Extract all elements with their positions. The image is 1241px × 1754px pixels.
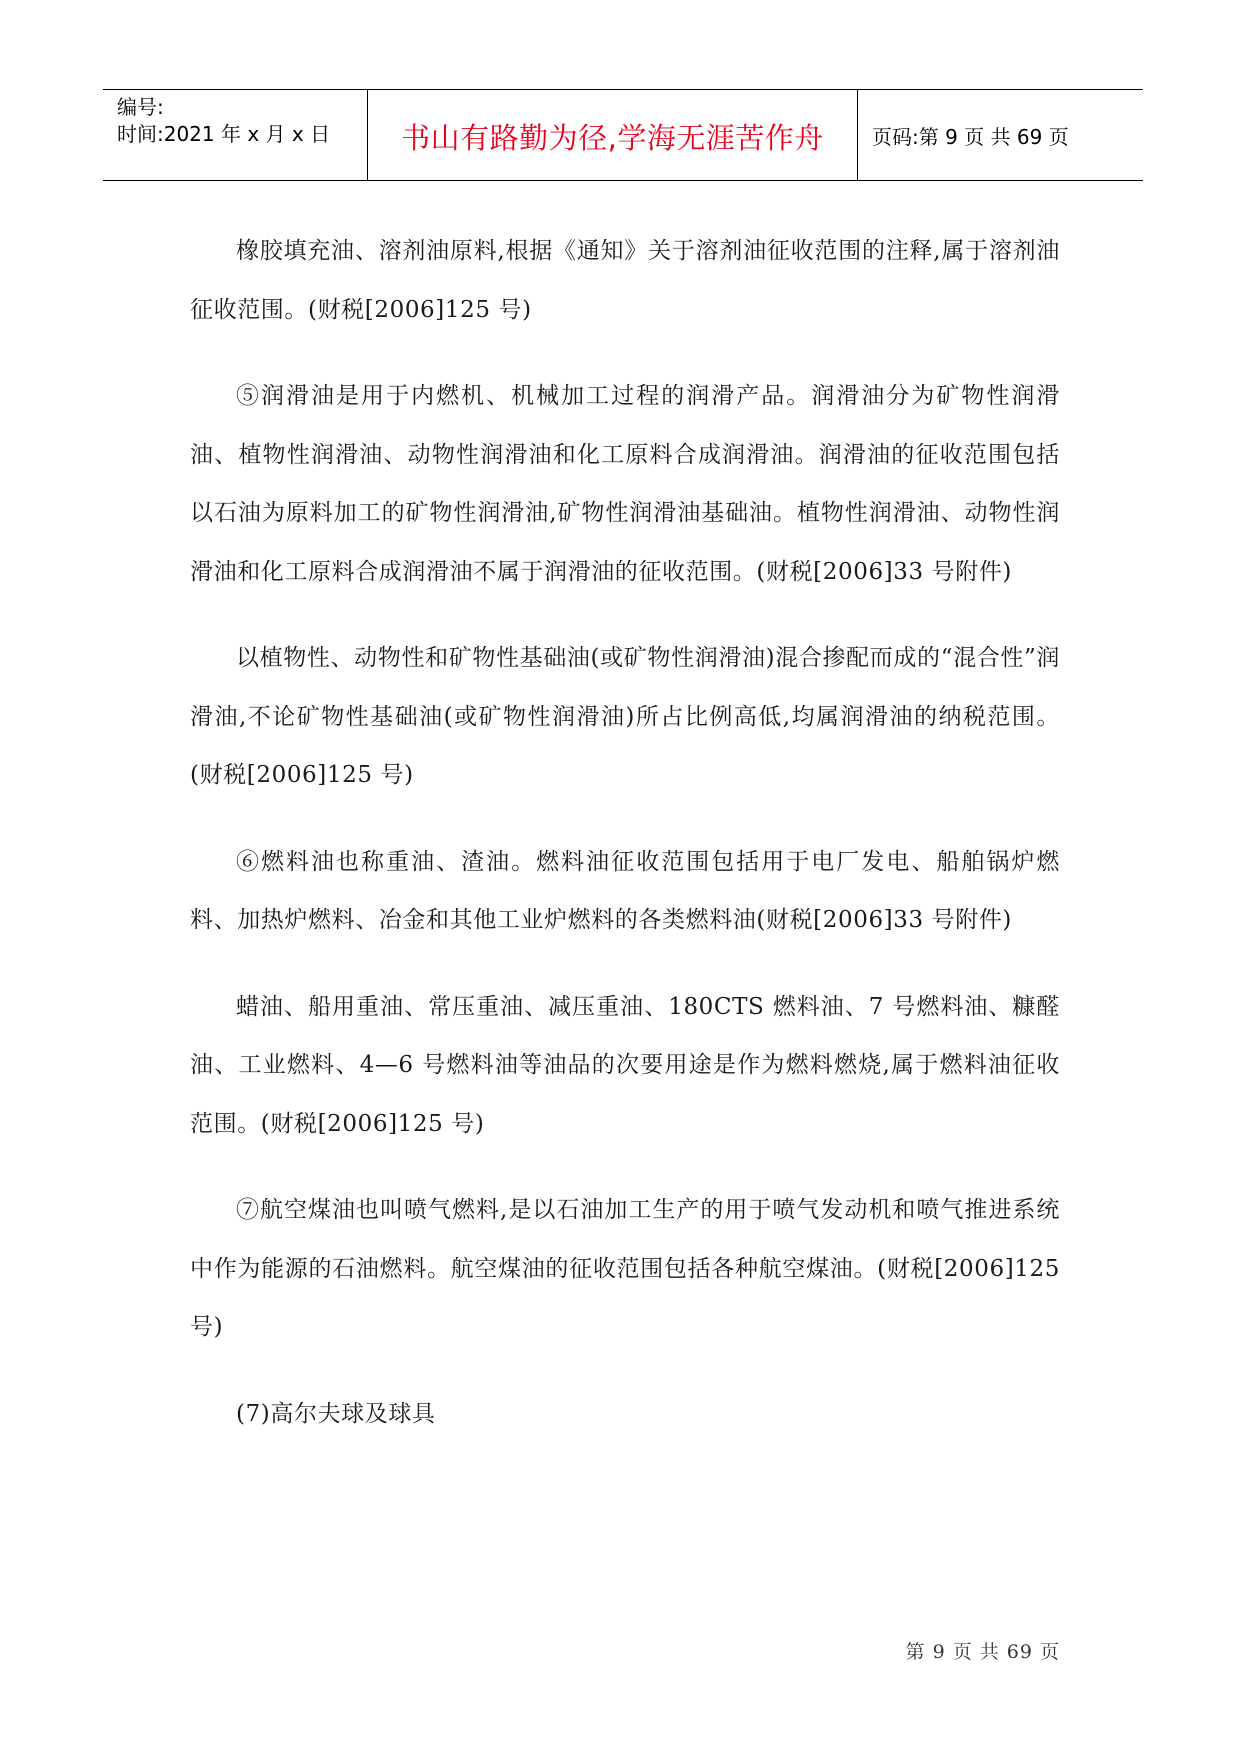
paragraph-fuel-oil: ⑥燃料油也称重油、渣油。燃料油征收范围包括用于电厂发电、船舶锅炉燃料、加热炉燃料、冶金和其他工业炉燃料的各类燃料油(财税[2006]33 号附件): [190, 848, 1060, 933]
header-page-cell: [858, 90, 1143, 180]
footer-page-number: 第 9 页 共 69 页: [905, 1641, 1060, 1663]
document-body: [190, 222, 1060, 1471]
paragraph-aviation-kerosene: ⑦航空煤油也叫喷气燃料,是以石油加工生产的用于喷气发动机和喷气推进系统中作为能源的石油燃料。航空煤油的征收范围包括各种航空煤油。(财税[2006]125 号): [190, 1197, 1060, 1340]
time-label: 时间:2021 年 x 月 x 日: [117, 122, 331, 146]
section-heading-golf: (7)高尔夫球及球具: [236, 1400, 436, 1427]
page-footer: [906, 1637, 1060, 1664]
number-label: 编号:: [117, 95, 164, 119]
paragraph-lubricating-oil: ⑤润滑油是用于内燃机、机械加工过程的润滑产品。润滑油分为矿物性润滑油、植物性润滑油、动物性润滑油和化工原料合成润滑油。润滑油的征收范围包括以石油为原料加工的矿物性润滑油,矿物性润滑油基础油。植物性润滑油、动物性润滑油和化工原料合成润滑油不属于润滑油的征收范围。(财税[2006]33 号附件): [190, 383, 1060, 585]
paragraph-mixed-lubricating-oil: 以植物性、动物性和矿物性基础油(或矿物性润滑油)混合掺配而成的“混合性”润滑油,不论矿物性基础油(或矿物性润滑油)所占比例高低,均属润滑油的纳税范围。(财税[2006]125 号): [190, 645, 1060, 788]
header-motto-cell: [368, 90, 858, 180]
page-label: 页码:第 9 页 共 69 页: [872, 124, 1069, 149]
motto-text: 书山有路勤为径,学海无涯苦作舟: [401, 120, 824, 155]
paragraph-fuel-oil-products: 蜡油、船用重油、常压重油、减压重油、180CTS 燃料油、7 号燃料油、糠醛油、工业燃料、4—6 号燃料油等油品的次要用途是作为燃料燃烧,属于燃料油征收范围。(财税[2006]125 号): [190, 993, 1060, 1137]
page-header: [103, 89, 1143, 181]
header-meta-cell: [103, 90, 368, 180]
paragraph-solvent-oil-note: 橡胶填充油、溶剂油原料,根据《通知》关于溶剂油征收范围的注释,属于溶剂油征收范围。(财税[2006]125 号): [190, 238, 1060, 323]
